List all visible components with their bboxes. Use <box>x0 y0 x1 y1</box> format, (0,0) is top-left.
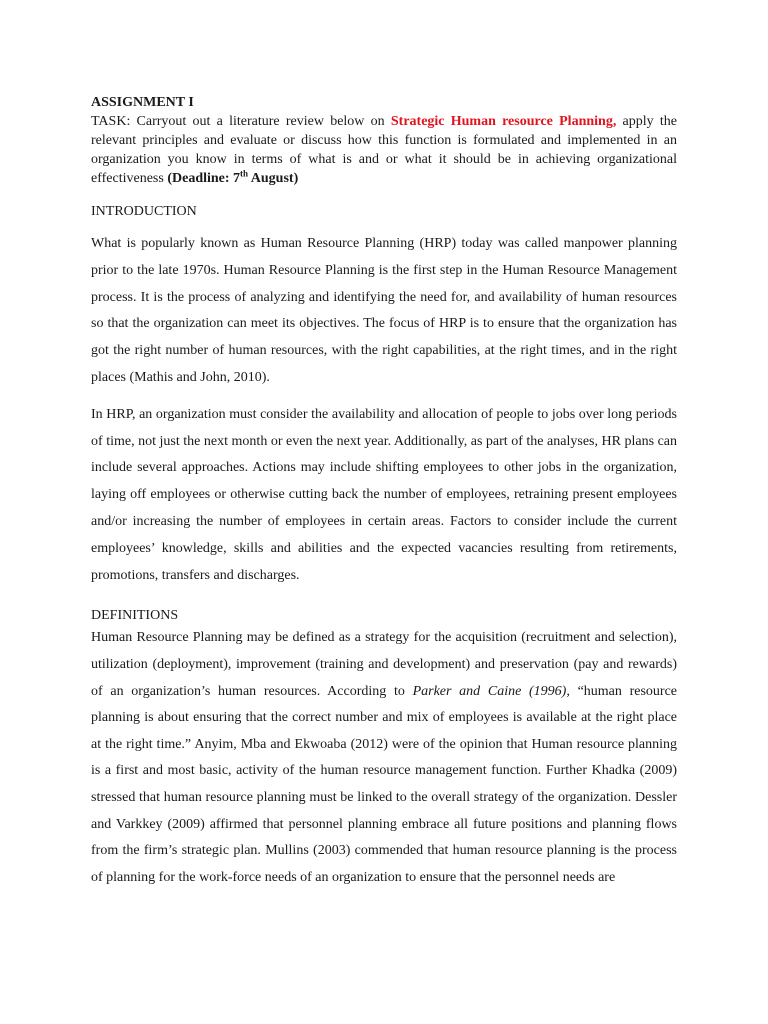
introduction-heading: INTRODUCTION <box>91 204 197 219</box>
definitions-heading: DEFINITIONS <box>91 608 179 624</box>
introduction-paragraph-1: What is popularly known as Human Resource Planning (HRP) today was called manpower planning prior to the late 1970s. Human Resource Planning is the first step in the Human Resource Management process. It is the process of analyzing and identifying the need for, and availability of human resources so that the organization can meet its objectives. The focus of HRP is to ensure that the organization has got the right number of human resources, with the right capabilities, at the right times, and in the right places (Mathis and John, 2010). <box>91 236 677 385</box>
deadline-suffix: August) <box>248 171 299 186</box>
deadline <box>167 168 299 186</box>
deadline-prefix: (Deadline: 7 <box>167 171 241 186</box>
document-page <box>91 93 677 891</box>
introduction-paragraph-2: In HRP, an organization must consider the availability and allocation of people to jobs over long periods of time, not just the next month or even the next year. Additionally, as part of the analyses, HR plans can include several approaches. Actions may include shifting employees to other jobs in the organization, laying off employees or otherwise cutting back the number of employees, retraining present employees and/or increasing the number of employees in certain areas. Factors to consider include the current employees’ knowledge, skills and abilities and the expected vacancies resulting from retirements, promotions, transfers and discharges. <box>91 406 677 583</box>
definitions-text-after: “human resource planning is about ensuring that the correct number and mix of employees is available at the right place at the right time.” Anyim, Mba and Ekwoaba (2012) were of the opinion that Human resource planning is a first and most basic, activity of the human resource management function. Further Khadka (2009) stressed that human resource planning must be linked to the overall strategy of the organization. Dessler and Varkkey (2009) affirmed that personnel planning embrace all future positions and planning flows from the firm’s strategic plan. Mullins (2003) commended that human resource planning is the process of planning for the work-force needs of an organization to ensure that the personnel needs are <box>91 683 678 885</box>
assignment-title: ASSIGNMENT I <box>91 95 194 110</box>
definitions-paragraph <box>91 625 677 891</box>
definitions-citation: Parker and Caine (1996), <box>412 683 570 699</box>
deadline-sup: th <box>240 168 249 179</box>
definitions-text-before: Human Resource Planning may be defined as a strategy for the acquisition (recruitment and selection), utilization (deployment), improvement (training and development) and preservation (pay and rewards) of an organization’s human resources. According to <box>91 630 677 699</box>
task-prefix: TASK: Carryout out a literature review below on <box>91 114 391 129</box>
task-topic: Strategic Human resource Planning, <box>390 114 617 129</box>
task-paragraph <box>91 112 677 188</box>
task-body: apply the relevant principles and evaluate or discuss how this function is formulated and implemented in an organization you know in terms of what is and or what it should be in achieving organizational effectiveness <box>91 114 677 186</box>
